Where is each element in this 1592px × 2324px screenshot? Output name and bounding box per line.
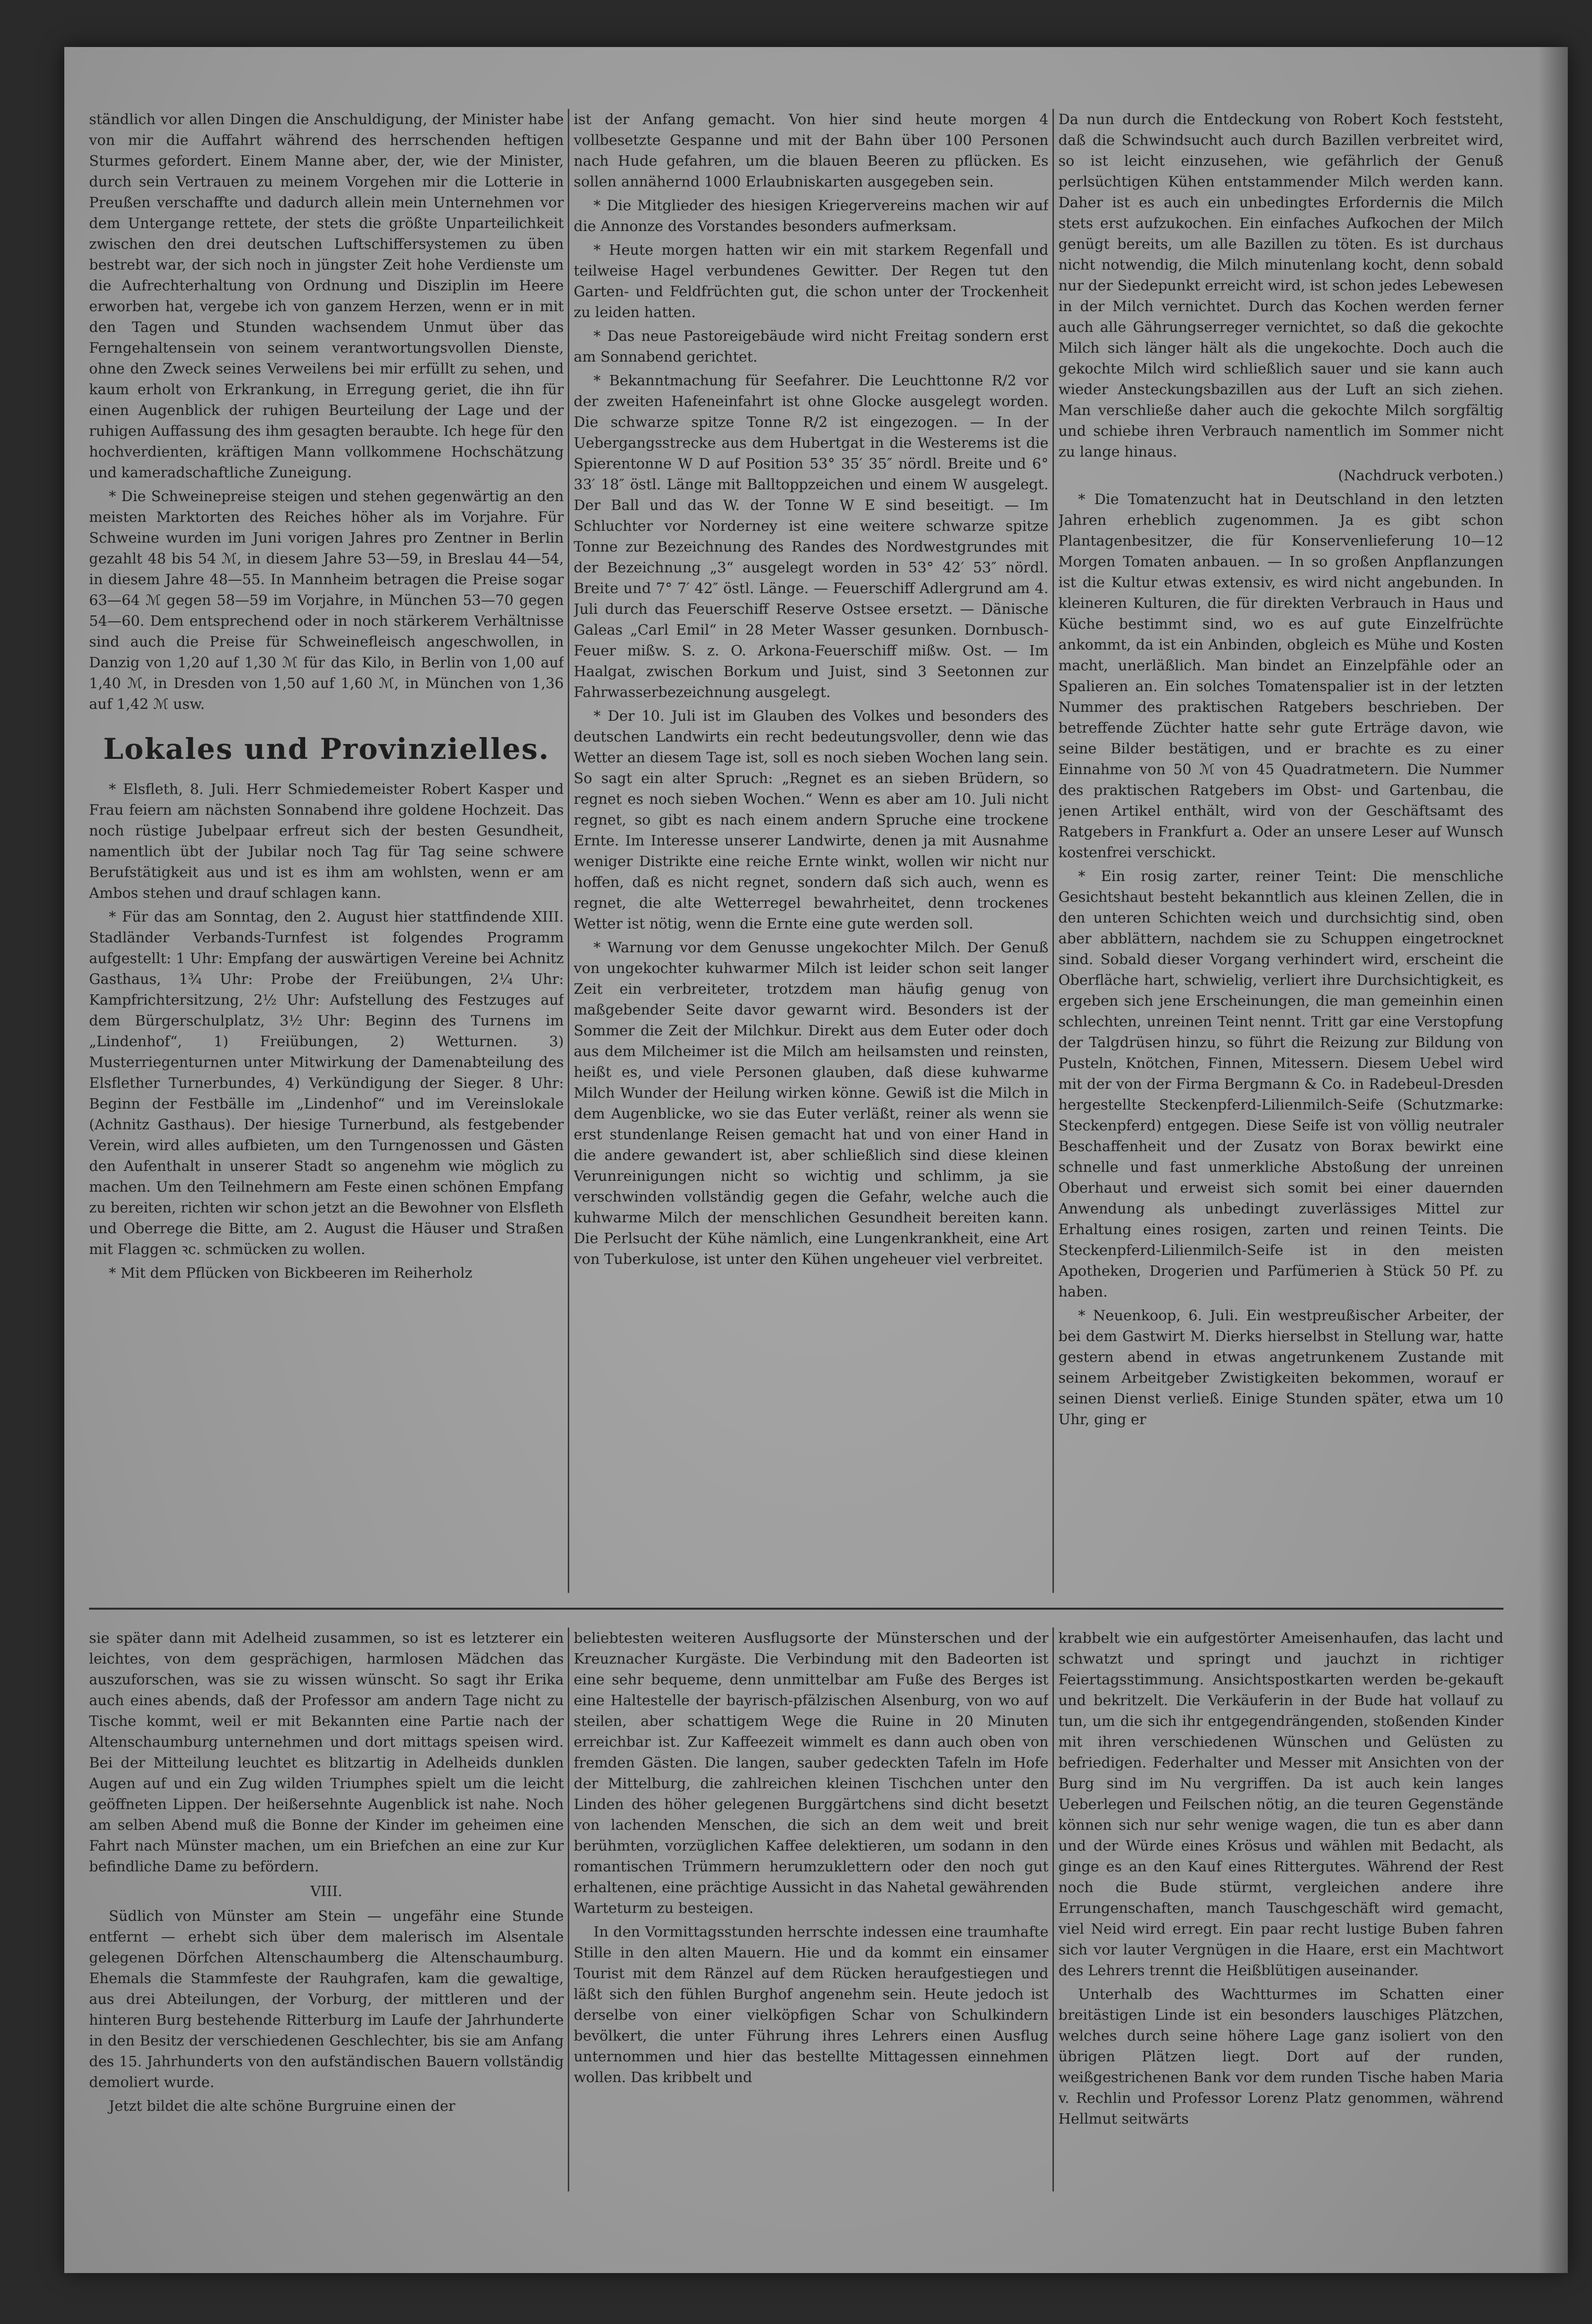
paragraph: Unterhalb des Wachtturmes im Schatten einer breitästigen Linde ist ein besonders lauschiges Plätzchen, welches durch seine höhere Lage ganz isoliert von den übrigen Plätzen liegt. Dort auf der runden, weißgestrichenen Bank vor dem runden Tische haben Maria v. Rechlin und Professor Lorenz Platz genommen, während Hellmut seitwärts bbox=[1058, 1986, 1503, 2127]
paragraph: * Die Schweinepreise steigen und stehen gegenwärtig an den meisten Marktorten des Reiches höher als im Vorjahre. Für Schweine wurden im Juni vorigen Jahres pro Zentner in Berlin gezahlt 48 bis 54 ℳ, in diesem Jahre 53—59, in Breslau 44—54, in diesem Jahre 48—55. In Mannheim betragen die Preise sogar 63—64 ℳ gegen 58—59 im Vorjahre, in München 53—70 gegen 54—60. Dem entsprechend oder in noch stärkerem Verhältnisse sind auch die Preise für Schweinefleisch angeschwollen, in Danzig von 1,20 auf 1,30 ℳ für das Kilo, in Berlin von 1,00 auf 1,40 ℳ, in Dresden von 1,50 auf 1,60 ℳ, in München von 1,36 auf 1,42 ℳ usw. bbox=[89, 488, 564, 712]
paragraph: * Warnung vor dem Genusse ungekochter Milch. Der Genuß von ungekochter kuhwarmer Milch ist leider schon seit langer Zeit ein verbreiteter, trotzdem man häufig genug von maßgebender Seite davor gewarnt wird. Besonders ist der Sommer die Zeit der Milchkur. Direkt aus dem Euter oder doch aus dem Milcheimer ist die Milch am heilsamsten und reinsten, heißt es, und viele Personen glauben, daß diese kuhwarme Milch Wunder der Heilung wirken könne. Gewiß ist die Milch in dem Augenblicke, wo sie das Euter verläßt, reiner als wenn sie erst stundenlange Reisen gemacht hat und von einer Hand in die andere gewandert ist, aber schließlich sind diese kleinen Verunreinigungen nicht so wichtig und schlimm, ja sie verschwinden vollständig gegen die Gefahr, welche auch die kuhwarme Milch der menschlichen Gesundheit bereiten kann. Die Perlsucht der Kühe nämlich, eine Lungenkrankheit, eine Art von Tuberkulose, ist unter den Kühen ungeheuer viel verbreitet. bbox=[574, 939, 1048, 1267]
news-section bbox=[89, 109, 1503, 1593]
column-divider bbox=[568, 1627, 569, 2191]
feuilleton-column-3 bbox=[1058, 1627, 1503, 2191]
paragraph: sie später dann mit Adelheid zusammen, so ist es letzterer ein leichtes, von dem gesprächigen, harmlosen Mädchen das auszuforschen, was sie zu wissen wünscht. So sagt ihr Erika auch eines abends, daß der Professor am andern Tage nicht zu Tische kommt, weil er mit Bekannten eine Partie nach der Altenschaumburg unternehmen und dort mittags speisen wird. Bei der Mitteilung leuchtet es blitzartig in Adelheids dunklen Augen auf und ein Zug wilden Triumphes spielt um die leicht geöffneten Lippen. Der heißersehnte Augenblick ist nahe. Noch am selben Abend muß die Bonne der Kinder im geheimen eine Fahrt nach Münster machen, um ein Briefchen an eine zur Kur befindliche Dame zu befördern. bbox=[89, 1629, 564, 1875]
paragraph: * Elsfleth, 8. Juli. Herr Schmiedemeister Robert Kasper und Frau feiern am nächsten Sonnabend ihre goldene Hochzeit. Das noch rüstige Jubelpaar erfreut sich der besten Gesundheit, namentlich übt der Jubilar noch Tag für Tag seine schwere Berufstätigkeit aus und ist es ihm am wohlsten, wenn er am Ambos stehen und drauf schlagen kann. bbox=[89, 781, 564, 901]
news-column-1 bbox=[89, 109, 564, 1593]
feuilleton-section bbox=[89, 1627, 1503, 2191]
section-divider bbox=[89, 1608, 1503, 1610]
chapter-number: VIII. bbox=[310, 1883, 343, 1900]
paragraph: * Die Mitglieder des hiesigen Kriegervereins machen wir auf die Annonze des Vorstandes besonders aufmerksam. bbox=[574, 197, 1048, 234]
paragraph: * Ein rosig zarter, reiner Teint: Die menschliche Gesichtshaut besteht bekanntlich aus kleinen Zellen, die in den unteren Schichten weich und durchsichtig sind, oben aber abblättern, nachdem sie zu Schuppen eingetrocknet sind. Sobald dieser Vorgang verhindert wird, erscheint die Oberfläche hart, schwielig, verliert ihre Durchsichtigkeit, es ergeben sich jene Erscheinungen, die man gemeinhin einen schlechten, unreinen Teint nennt. Tritt gar eine Verstopfung der Talgdrüsen hinzu, so führt die Reizung zur Bildung von Pusteln, Knötchen, Finnen, Mitessern. Diesem Uebel wird mit der von der Firma Bergmann & Co. in Radebeul-Dresden hergestellte Steckenpferd-Lilienmilch-Seife (Schutzmarke: Steckenpferd) entgegen. Diese Seife ist von völlig neutraler Beschaffenheit und der Zusatz von Borax bewirkt eine schnelle und fast unmerkliche Abstoßung der unreinen Oberhaut und erweist sich somit bei einer dauernden Anwendung als unbedingt zuverlässiges Mittel zur Erhaltung eines rosigen, zarten und reinen Teints. Die Steckenpferd-Lilienmilch-Seife ist in den meisten Apotheken, Drogerien und Parfümerien à Stück 50 Pf. zu haben. bbox=[1058, 868, 1503, 1300]
column-divider bbox=[1052, 109, 1054, 1593]
paragraph: * Neuenkoop, 6. Juli. Ein westpreußischer Arbeiter, der bei dem Gastwirt M. Dierks hierselbst in Stellung war, hatte gestern abend in etwas angetrunkenem Zustande mit seinem Arbeitgeber Zwistigkeiten bekommen, worauf er seinen Dienst verließ. Einige Stunden später, etwa um 10 Uhr, ging er bbox=[1058, 1307, 1503, 1428]
feuilleton-column-1 bbox=[89, 1627, 564, 2191]
paragraph: * Die Tomatenzucht hat in Deutschland in den letzten Jahren erheblich zugenommen. Ja es gibt schon Plantagenbesitzer, die für Konservenlieferung 10—12 Morgen Tomaten anbauen. — In so großen Anpflanzungen ist die Kultur etwas extensiv, es wird nicht angebunden. In kleineren Kulturen, die für direkten Verbrauch in Haus und Küche bestimmt sind, wo es auf gute Einzelfrüchte ankommt, da ist ein Anbinden, obgleich es Mühe und Kosten macht, unerläßlich. Man bindet an Einzelpfähle oder an Spalieren an. Ein solches Tomatenspalier ist in der letzten Nummer des praktischen Ratgebers beschrieben. Der betreffende Züchter hatte sehr gute Erträge davon, wie seine Bilder bestätigen, und er brachte es zu einer Einnahme von 50 ℳ von 45 Quadratmetern. Die Nummer des praktischen Ratgebers im Obst- und Gartenbau, die jenen Artikel enthält, wird von der Geschäftsamt des Ratgebers in Frankfurt a. Oder an unsere Leser auf Wunsch kostenfrei verschickt. bbox=[1058, 491, 1503, 861]
news-column-2 bbox=[574, 109, 1048, 1593]
paragraph: * Der 10. Juli ist im Glauben des Volkes und besonders des deutschen Landwirts ein recht bedeutungsvoller, denn wie das Wetter an diesem Tage ist, soll es noch sieben Wochen lang sein. So sagt ein alter Spruch: „Regnet es an sieben Brüdern, so regnet es noch sieben Wochen.“ Wenn es aber am 10. Juli nicht regnet, so gibt es nach einem andern Spruche eine trockene Ernte. Im Interesse unserer Landwirte, denen ja mit Ausnahme weniger Distrikte eine reiche Ernte winkt, wollen wir nicht nur hoffen, daß es nicht regnet, sondern daß sich auch, wenn es regnet, die alte Wetterregel bewahrheitet, denn trockenes Wetter ist nötig, wenn die Ernte eine gute werden soll. bbox=[574, 707, 1048, 932]
paragraph: * Mit dem Pflücken von Bickbeeren im Reiherholz bbox=[109, 1264, 473, 1281]
paragraph: * Heute morgen hatten wir ein mit starkem Regenfall und teilweise Hagel verbundenes Gewitter. Der Regen tut den Garten- und Feldfrüchten gut, die schon unter der Trockenheit zu leiden hatten. bbox=[574, 241, 1048, 321]
paragraph: * Das neue Pastoreigebäude wird nicht Freitag sondern erst am Sonnabend gerichtet. bbox=[574, 327, 1048, 365]
paragraph: In den Vormittagsstunden herrschte indessen eine traumhafte Stille in den alten Mauern. Hie und da kommt ein einsamer Tourist mit dem Ränzel auf dem Rücken heraufgestiegen und läßt sich den fühlen Burghof angenehm sein. Heute jedoch ist derselbe von einer vielköpfigen Schar von Schulkindern bevölkert, die unter Führung ihres Lehrers einen Ausflug unternommen und hier das bestellte Mittagessen einnehmen wollen. Das kribbelt und bbox=[574, 1923, 1048, 2086]
paragraph: * Für das am Sonntag, den 2. August hier stattfindende XIII. Stadländer Verbands-Turnfest ist folgendes Programm aufgestellt: 1 Uhr: Empfang der auswärtigen Vereine bei Achnitz Gasthaus, 1¾ Uhr: Probe der Freiübungen, 2¼ Uhr: Kampfrichtersitzung, 2½ Uhr: Aufstellung des Festzuges auf dem Bürgerschulplatz, 3½ Uhr: Beginn des Turnens im „Lindenhof“, 1) Freiübungen, 2) Wetturnen. 3) Musterriegenturnen unter Mitwirkung der Damenabteilung des Elsflether Turnerbundes, 4) Verkündigung der Sieger. 8 Uhr: Beginn der Festbälle im „Lindenhof“ und im Vereinslokale (Achnitz Gasthaus). Der hiesige Turnerbund, als festgebender Verein, wird alles aufbieten, um den Turngenossen und Gästen den Aufenthalt in unserer Stadt so angenehm wie möglich zu machen. Um den Teilnehmern am Feste einen schönen Empfang zu bereiten, richten wir schon jetzt an die Bewohner von Elsfleth und Oberrege die Bitte, am 2. August die Häuser und Straßen mit Flaggen ꝛc. schmücken zu wollen. bbox=[89, 908, 564, 1257]
paragraph: krabbelt wie ein aufgestörter Ameisenhaufen, das lacht und schwatzt und springt und jauchzt in richtiger Feiertagsstimmung. Ansichtspostkarten werden be-gekauft und bekritzelt. Die Verkäuferin in der Bude hat vollauf zu tun, um die sich ihr entgegendrängenden, stoßenden Kinder mit ihren verschiedenen Wünschen und Gelüsten zu befriedigen. Federhalter und Messer mit Ansichten von der Burg sind im Nu vergriffen. Da ist auch kein langes Ueberlegen und Feilschen nötig, an die teuren Gegenstände können sich nur sehr wenige wagen, die tun es aber dann und der Würde eines Krösus und wählen mit Bedacht, als ginge es an den Kauf eines Rittergutes. Während der Rest noch die Bude stürmt, vergleichen andere ihre Errungenschaften, manch Tauschgeschäft wird gemacht, viel Neid wird erregt. Ein paar recht lustige Buben fahren sich vor lauter Vergnügen in die Haare, erst ein Machtwort des Lehrers trennt die Heißblütigen auseinander. bbox=[1058, 1629, 1503, 1979]
paragraph: Südlich von Münster am Stein — ungefähr eine Stunde entfernt — erhebt sich über dem malerisch im Alsentale gelegenen Dörfchen Altenschaumberg die Altenschaumburg. Ehemals die Stammfeste der Rauhgrafen, kam die gewaltige, aus drei Abteilungen, der Vorburg, der mittleren und der hinteren Burg bestehende Ritterburg im Laufe der Jahrhunderte in den Besitz der verschiedenen Geschlechter, bis sie am Anfang des 15. Jahrhunderts von den aufständischen Bauern vollständig demoliert wurde. bbox=[89, 1907, 564, 2091]
paragraph: beliebtesten weiteren Ausflugsorte der Münsterschen und der Kreuznacher Kurgäste. Die Verbindung mit den Badeorten ist eine sehr bequeme, denn unmittelbar am Fuße des Berges ist eine Haltestelle der bayrisch-pfälzischen Alsenburg, von wo auf steilen, aber schattigem Wege die Ruine in 20 Minuten erreichbar ist. Zur Kaffeezeit wimmelt es dann auch oben von fremden Gästen. Die langen, sauber gedeckten Tafeln im Hofe der Mittelburg, die zahlreichen kleinen Tischchen unter den Linden des höher gelegenen Burggärtchens sind dicht besetzt von lachenden Menschen, die sich an dem weit und breit berühmten, vorzüglichen Kaffee delektieren, um sodann in den romantischen Trümmern herumzuklettern oder den noch gut erhaltenen, eine prächtige Aussicht in das Nahetal gewährenden Warteturm zu besteigen. bbox=[574, 1629, 1048, 1916]
column-divider bbox=[568, 109, 569, 1593]
section-headline: Lokales und Provinzielles. bbox=[103, 732, 550, 766]
news-column-3 bbox=[1058, 109, 1503, 1593]
page-binding-shadow bbox=[1538, 47, 1568, 2273]
feuilleton-column-2 bbox=[574, 1627, 1048, 2191]
column-divider bbox=[1052, 1627, 1054, 2191]
paragraph: * Bekanntmachung für Seefahrer. Die Leuchttonne R/2 vor der zweiten Hafeneinfahrt ist ohne Glocke ausgelegt worden. Die schwarze spitze Tonne R/2 ist eingezogen. — In der Uebergangsstrecke aus dem Hubertgat in die Westerems ist die Spierentonne W D auf Position 53° 35′ 35″ nördl. Breite und 6° 33′ 18″ östl. Länge mit Balltoppzeichen und einem W ausgelegt. Der Ball und das W. der Tonne W E sind beseitigt. — Im Schluchter vor Norderney ist eine weitere schwarze spitze Tonne zur Bezeichnung des Randes des Nordwestgrundes mit der Bezeichnung „3“ ausgelegt worden in 53° 42′ 53″ nördl. Breite und 7° 7′ 42″ östl. Länge. — Feuerschiff Adlergrund am 4. Juli durch das Feuerschiff Reserve Ostsee ersetzt. — Dänische Galeas „Carl Emil“ in 28 Meter Wasser gesunken. Dornbusch-Feuer mißw. S. z. O. Arkona-Feuerschiff mißw. Ost. — Im Haalgat, zwischen Borkum und Juist, sind 3 Seetonnen zur Fahrwasserbezeichnung ausgelegt. bbox=[574, 372, 1048, 700]
paragraph: ist der Anfang gemacht. Von hier sind heute morgen 4 vollbesetzte Gespanne und mit der Bahn über 100 Personen nach Hude gefahren, um die blauen Beeren zu pflücken. Es sollen annähernd 1000 Erlaubniskarten ausgegeben sein. bbox=[574, 111, 1048, 190]
paragraph: Jetzt bildet die alte schöne Burgruine einen der bbox=[109, 2097, 455, 2114]
reprint-note: (Nachdruck verboten.) bbox=[1338, 467, 1503, 484]
paragraph: Da nun durch die Entdeckung von Robert Koch feststeht, daß die Schwindsucht auch durch Bazillen verbreitet wird, so ist leicht einzusehen, wie gefährlich der Genuß perlsüchtigen Kühen entstammender Milch werden kann. Daher ist es auch ein unbedingtes Erfordernis die Milch stets erst aufzukochen. Ein einfaches Aufkochen der Milch genügt bereits, um alle Bazillen zu töten. Es ist durchaus nicht notwendig, die Milch minutenlang kocht, denn sobald nur der Siedepunkt erreicht wird, ist schon jedes Lebewesen in der Milch vernichtet. Durch das Kochen werden ferner auch alle Gährungserreger vernichtet, so daß die gekochte Milch sich länger hält als die ungekochte. Doch auch die gekochte Milch wird schließlich sauer und sie kann auch wieder Ansteckungsbazillen aus der Luft an sich ziehen. Man verschließe daher auch die gekochte Milch sorgfältig und schiebe ihren Verbrauch namentlich im Sommer nicht zu lange hinaus. bbox=[1058, 111, 1503, 460]
paragraph: ständlich vor allen Dingen die Anschuldigung, der Minister habe von mir die Auffahrt während des herrschenden heftigen Sturmes gefordert. Einem Manne aber, der, wie der Minister, durch sein Vertrauen zu meinem Vorgehen mir die Lotterie in Preußen verschaffte und dadurch allein mein Unternehmen vor dem Untergange rettete, der stets die größte Unparteilichkeit zwischen den drei deutschen Luftschiffersystemen zu üben bestrebt war, der sich noch in jüngster Zeit hohe Verdienste um die Aufrechterhaltung von Ordnung und Disziplin im Heere erworben hat, vergebe ich von ganzem Herzen, wenn er in mit den Tagen und Stunden wachsendem Unmut über das Ferngehaltensein von seinem verantwortungsvollen Dienste, ohne den Zweck seines Verweilens bei mir erfüllt zu sehen, und kaum erholt von Erkrankung, in Erregung geriet, die ihn für einen Augenblick der ruhigen Beurteilung der Lage und der ruhigen Auffassung des ihm gesagten beraubte. Ich hege für den hochverdienten, kräftigen Mann vollkommene Hochschätzung und kameradschaftliche Zuneigung. bbox=[89, 111, 564, 481]
